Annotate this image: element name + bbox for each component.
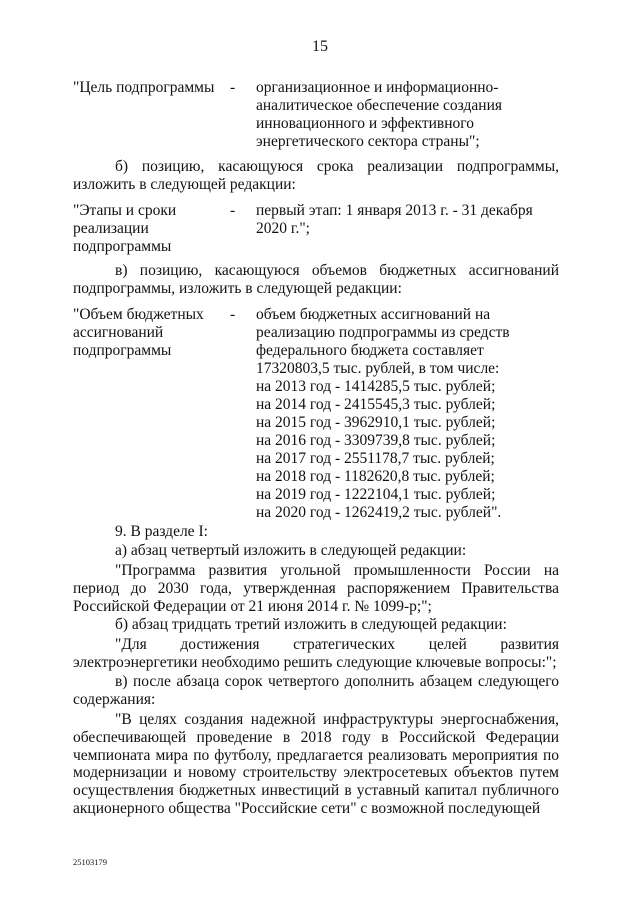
label-line: "Цель подпрограммы [73, 79, 215, 96]
row-label [73, 79, 223, 97]
value-line: первый этап: 1 января 2013 г. - 31 декабря [256, 202, 533, 219]
value-line: на 2019 год - 1222104,1 тыс. рублей; [256, 486, 496, 503]
paragraph-9a: а) абзац четвертый изложить в следующей редакции: [115, 542, 467, 559]
value-line: объем бюджетных ассигнований на [256, 306, 491, 323]
label-line: "Этапы и сроки [73, 202, 177, 219]
value-line: на 2018 год - 1182620,8 тыс. рублей; [256, 468, 495, 485]
value-line: на 2020 год - 1262419,2 тыс. рублей". [256, 504, 502, 521]
definition-row-goal [73, 79, 563, 151]
value-line: на 2014 год - 2415545,3 тыс. рублей; [256, 396, 496, 413]
value-line: на 2016 год - 3309739,8 тыс. рублей; [256, 432, 496, 449]
label-line: подпрограммы [73, 342, 172, 359]
value-line: энергетического сектора страны"; [256, 133, 480, 150]
value-line: организационное и информационно- [256, 79, 499, 96]
paragraph-9b: б) абзац тридцать третий изложить в следующей редакции: [115, 616, 507, 633]
value-line: 2020 г."; [256, 220, 310, 237]
value-line: на 2013 год - 1414285,5 тыс. рублей; [256, 378, 496, 395]
paragraph-v: в) позицию, касающуюся объемов бюджетных ассигнований подпрограммы, изложить в следующей редакции: [73, 262, 559, 297]
paragraph-b: б) позицию, касающуюся срока реализации подпрограммы, изложить в следующей редакции: [73, 158, 559, 193]
document-code: 25103179 [73, 857, 107, 867]
row-dash: - [230, 202, 236, 219]
row-dash: - [230, 79, 236, 96]
row-value [256, 306, 566, 522]
value-line: инновационного и эффективного [256, 115, 474, 132]
definition-row-stages [73, 202, 563, 256]
row-dash: - [230, 306, 236, 323]
label-line: ассигнований [73, 324, 164, 341]
value-line: федерального бюджета составляет [256, 342, 484, 359]
page-number: 15 [312, 38, 328, 55]
paragraph-9v-quote: "В целях создания надежной инфраструктуры энергоснабжения, обеспечивающей проведение в 2018 году в Российской Федерации чемпионата мира по футболу, предлагается реализовать мероприятия по модернизации и новому строительству электросетевых объектов путем осуществления бюджетных инвестиций в уставный капитал публичного акционерного общества "Российские сети" с возможной последующей [73, 711, 559, 817]
paragraph-9b-quote: "Для достижения стратегических целей развития электроэнергетики необходимо решить следующие ключевые вопросы:"; [73, 636, 559, 671]
row-value [256, 202, 566, 238]
paragraph-9a-quote: "Программа развития угольной промышленности России на период до 2030 года, утвержденная распоряжением Правительства Российской Федерации от 21 июня 2014 г. № 1099-р;"; [73, 562, 559, 615]
row-label [73, 306, 223, 360]
label-line: "Объем бюджетных [73, 306, 204, 323]
label-line: реализации [73, 220, 149, 237]
label-line: подпрограммы [73, 238, 172, 255]
row-label [73, 202, 223, 256]
paragraph-9: 9. В разделе I: [115, 523, 208, 540]
value-line: 17320803,5 тыс. рублей, в том числе: [256, 360, 500, 377]
value-line: реализацию подпрограммы из средств [256, 324, 510, 341]
row-value [256, 79, 566, 151]
definition-row-budget [73, 306, 563, 522]
value-line: на 2015 год - 3962910,1 тыс. рублей; [256, 414, 496, 431]
paragraph-9v: в) после абзаца сорок четвертого дополнить абзацем следующего содержания: [73, 673, 559, 708]
value-line: на 2017 год - 2551178,7 тыс. рублей; [256, 450, 495, 467]
value-line: аналитическое обеспечение создания [256, 97, 503, 114]
